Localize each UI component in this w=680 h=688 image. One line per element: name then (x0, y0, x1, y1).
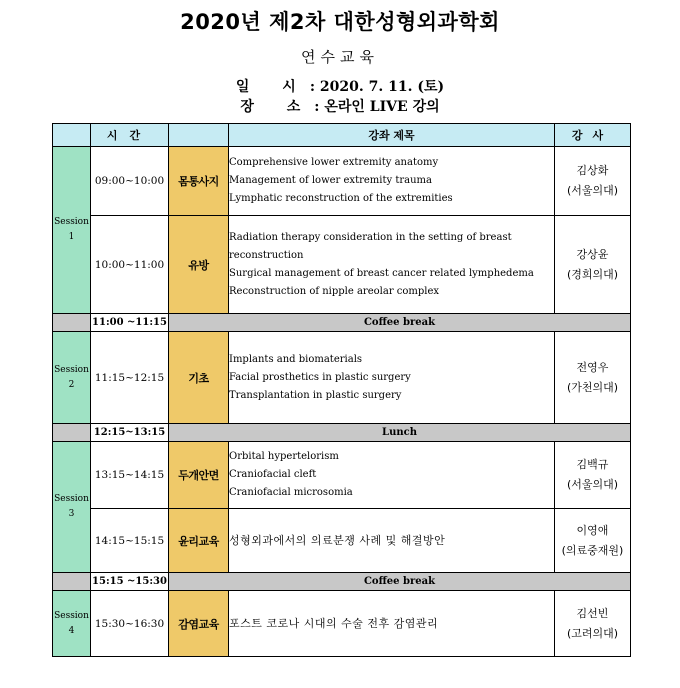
topic: Reconstruction of nipple areolar complex (229, 285, 440, 297)
session-number: 2 (68, 379, 75, 390)
slot-category: 몸통사지 (169, 147, 229, 216)
lecturer-affiliation: (서울의대) (566, 478, 619, 491)
session-4-cell (53, 591, 91, 657)
slot-topics (229, 442, 555, 509)
place-line (0, 96, 680, 116)
lecturer-name: 전영우 (576, 360, 609, 374)
lecturer-affiliation: (의료중재원) (561, 543, 624, 557)
table-row (53, 332, 631, 424)
slot-time: 15:30~16:30 (91, 591, 169, 657)
lecturer-name: 강상윤 (576, 247, 609, 261)
schedule-table (52, 123, 631, 657)
session-number: 4 (68, 625, 75, 636)
slot-topics (229, 147, 555, 216)
session-label: Session (54, 217, 89, 227)
topic: Lymphatic reconstruction of the extremities (229, 193, 453, 204)
topic: 성형외과에서의 의료분쟁 사례 및 해결방안 (229, 533, 446, 547)
table-row (53, 509, 631, 573)
topic: Comprehensive lower extremity anatomy (229, 157, 439, 168)
session-1-cell (53, 147, 91, 314)
topic: Craniofacial cleft (229, 469, 317, 480)
break-label: Coffee break (169, 573, 631, 591)
topic: Orbital hypertelorism (229, 451, 339, 462)
break-time: 15:15 ~15:30 (91, 573, 169, 591)
lecturer-name: 김선빈 (576, 606, 609, 620)
break-row (53, 314, 631, 332)
break-time: 12:15~13:15 (91, 424, 169, 442)
header-time: 시간 (91, 124, 169, 147)
slot-topics (229, 332, 555, 424)
session-label: Session (54, 364, 89, 375)
lecturer-affiliation: (가천의대) (566, 380, 619, 394)
session-3-cell (53, 442, 91, 573)
break-label: Lunch (169, 424, 631, 442)
slot-topics (229, 509, 555, 573)
break-row (53, 424, 631, 442)
table-row (53, 147, 631, 216)
table-header-row (53, 124, 631, 147)
slot-category: 유방 (169, 216, 229, 314)
slot-time: 09:00~10:00 (91, 147, 169, 216)
table-row (53, 442, 631, 509)
slot-topics (229, 216, 555, 314)
slot-category: 감염교육 (169, 591, 229, 657)
date-value: : 2020. 7. 11. (토) (309, 79, 445, 95)
slot-lecturer (555, 442, 631, 509)
slot-time: 11:15~12:15 (91, 332, 169, 424)
slot-category: 기초 (169, 332, 229, 424)
topic: Radiation therapy consideration in the setting of breast (229, 231, 512, 243)
lecturer-affiliation: (고려의대) (566, 626, 619, 640)
break-blank (53, 314, 91, 332)
topic: Surgical management of breast cancer related lymphedema (229, 267, 534, 279)
topic: Craniofacial microsomia (229, 487, 353, 498)
break-time: 11:00 ~11:15 (91, 314, 169, 332)
topic: reconstruction (229, 249, 304, 261)
table-row (53, 216, 631, 314)
header-lecturer: 강사 (555, 124, 631, 147)
session-label: Session (54, 494, 89, 504)
topic: 포스트 코로나 시대의 수술 전후 감염관리 (229, 616, 439, 630)
break-blank (53, 573, 91, 591)
break-blank (53, 424, 91, 442)
slot-topics (229, 591, 555, 657)
slot-lecturer (555, 216, 631, 314)
topic: Facial prosthetics in plastic surgery (229, 371, 411, 383)
slot-time: 13:15~14:15 (91, 442, 169, 509)
session-2-cell (53, 332, 91, 424)
title: 2020년 제2차 대한성형외과학회 (180, 10, 500, 34)
lecturer-name: 김상화 (576, 164, 609, 177)
header-title: 강좌 제목 (229, 124, 555, 147)
slot-lecturer (555, 509, 631, 573)
slot-category: 윤리교육 (169, 509, 229, 573)
session-number: 1 (68, 232, 75, 242)
lecturer-name: 김백규 (576, 458, 609, 471)
lecturer-name: 이영애 (576, 523, 609, 537)
header-blank-cat (169, 124, 229, 147)
slot-time: 10:00~11:00 (91, 216, 169, 314)
slot-lecturer (555, 332, 631, 424)
date-line (0, 76, 680, 96)
break-label: Coffee break (169, 314, 631, 332)
slot-lecturer (555, 591, 631, 657)
lecturer-affiliation: (경희의대) (566, 267, 619, 281)
session-number: 3 (68, 509, 75, 519)
topic: Implants and biomaterials (229, 353, 363, 365)
break-row (53, 573, 631, 591)
topic: Transplantation in plastic surgery (229, 389, 402, 401)
date-label: 일 시 (235, 79, 310, 95)
place-label: 장 소 (240, 99, 315, 115)
topic: Management of lower extremity trauma (229, 175, 432, 186)
table-row (53, 591, 631, 657)
subtitle: 연수교육 (301, 48, 379, 66)
lecturer-affiliation: (서울의대) (566, 184, 619, 197)
slot-category: 두개안면 (169, 442, 229, 509)
slot-time: 14:15~15:15 (91, 509, 169, 573)
slot-lecturer (555, 147, 631, 216)
header-blank-left (53, 124, 91, 147)
session-label: Session (54, 610, 89, 621)
place-value: : 온라인 LIVE 강의 (314, 99, 440, 115)
